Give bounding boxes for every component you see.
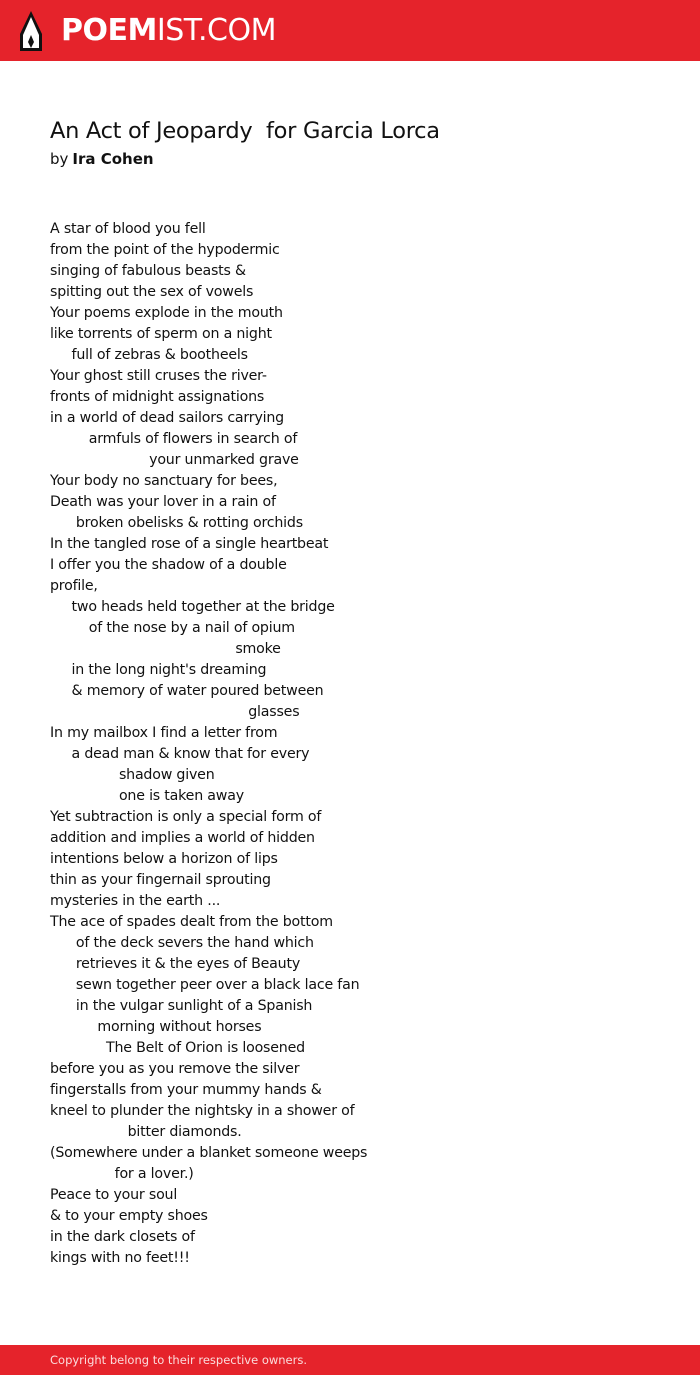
poem-line: broken obelisks & rotting orchids (50, 515, 303, 531)
poem-line: mysteries in the earth ... (50, 893, 221, 909)
poem-line: sewn together peer over a black lace fan (50, 977, 360, 993)
poem-line: The Belt of Orion is loosened (50, 1040, 305, 1056)
poem-line: your unmarked grave (50, 452, 299, 468)
poem-line: Yet subtraction is only a special form of (50, 809, 322, 825)
poem-line: Peace to your soul (50, 1187, 178, 1203)
poem-line: a dead man & know that for every (50, 746, 310, 762)
poem-line: morning without horses (50, 1019, 262, 1035)
poem-line: in the long night's dreaming (50, 662, 267, 678)
poem-line: in the dark closets of (50, 1229, 195, 1245)
by-label: by (50, 150, 69, 168)
brand-bold-text: POEM (61, 13, 157, 48)
poem-line: In the tangled rose of a single heartbeat (50, 536, 329, 552)
poem-line: addition and implies a world of hidden (50, 830, 315, 846)
poem-line: I offer you the shadow of a double (50, 557, 287, 573)
poem-line: kneel to plunder the nightsky in a shower of (50, 1103, 355, 1119)
poem-line: glasses (50, 704, 300, 720)
author-name: Ira Cohen (72, 150, 154, 168)
poem-line: armfuls of flowers in search of (50, 431, 298, 447)
poem-line: (Somewhere under a blanket someone weeps (50, 1145, 368, 1161)
poem-line: singing of fabulous beasts & (50, 263, 246, 279)
poem-title: An Act of Jeopardy for Garcia Lorca (50, 118, 440, 144)
poem-line: Your body no sanctuary for bees, (50, 473, 278, 489)
site-header (0, 0, 700, 61)
poem-line: In my mailbox I find a letter from (50, 725, 278, 741)
poem-line: fronts of midnight assignations (50, 389, 265, 405)
poem-line: in a world of dead sailors carrying (50, 410, 284, 426)
poem-line: of the deck severs the hand which (50, 935, 314, 951)
poem-line: Death was your lover in a rain of (50, 494, 276, 510)
poem-line: A star of blood you fell (50, 221, 206, 237)
poem-line: of the nose by a nail of opium (50, 620, 295, 636)
poem-line: kings with no feet!!! (50, 1250, 190, 1266)
poem-line: Your ghost still cruses the river- (50, 368, 267, 384)
poem-line: shadow given (50, 767, 215, 783)
poem-line: like torrents of sperm on a night (50, 326, 272, 342)
site-footer (0, 1345, 700, 1375)
poem-line: fingerstalls from your mummy hands & (50, 1082, 322, 1098)
poem-line: retrieves it & the eyes of Beauty (50, 956, 301, 972)
poem-line: intentions below a horizon of lips (50, 851, 278, 867)
poem-line: spitting out the sex of vowels (50, 284, 254, 300)
poem-line: Your poems explode in the mouth (50, 305, 283, 321)
poem-body (50, 219, 367, 1269)
poem-line: from the point of the hypodermic (50, 242, 280, 258)
poem-line: for a lover.) (50, 1166, 194, 1182)
site-logo-text[interactable] (61, 12, 276, 50)
poem-line: smoke (50, 641, 281, 657)
byline (50, 148, 154, 170)
copyright-text: Copyright belong to their respective owners. (50, 1353, 308, 1367)
poem-line: & to your empty shoes (50, 1208, 208, 1224)
poem-line: The ace of spades dealt from the bottom (50, 914, 333, 930)
poem-line: bitter diamonds. (50, 1124, 242, 1140)
pen-nib-icon[interactable] (18, 10, 44, 52)
poem-line: in the vulgar sunlight of a Spanish (50, 998, 313, 1014)
poem-line: before you as you remove the silver (50, 1061, 300, 1077)
poem-line: profile, (50, 578, 98, 594)
brand-light-text: IST.COM (156, 13, 276, 48)
poem-line: thin as your fingernail sprouting (50, 872, 271, 888)
poem-line: two heads held together at the bridge (50, 599, 335, 615)
poem-line: one is taken away (50, 788, 244, 804)
poem-line: full of zebras & bootheels (50, 347, 248, 363)
poem-line: & memory of water poured between (50, 683, 324, 699)
